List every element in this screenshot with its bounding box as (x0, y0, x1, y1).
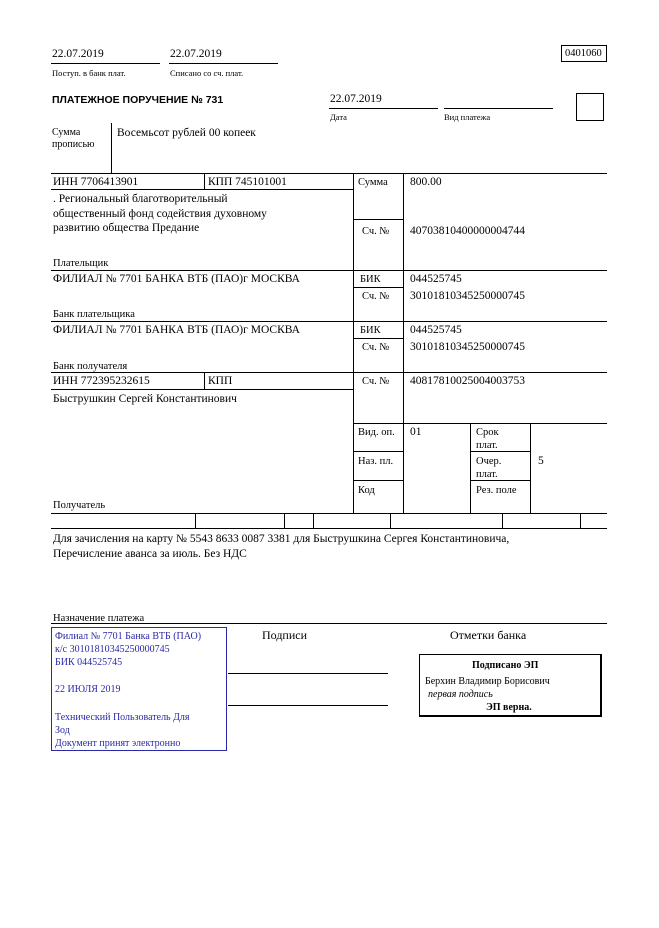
payee-account: 40817810025004003753 (410, 375, 525, 387)
grid-line (353, 287, 404, 288)
payer-kpp: КПП 745101001 (208, 176, 287, 188)
grid-line (51, 372, 607, 373)
label-amount: Сумма (358, 177, 388, 188)
grid-line (51, 173, 607, 174)
purpose-line: Перечисление аванса за июль. Без НДС (53, 548, 247, 560)
divider (51, 63, 160, 64)
label-payee-bank: Банк получателя (53, 361, 128, 372)
grid-line (51, 321, 607, 322)
payer-name-line: развитию общества Предание (53, 222, 200, 234)
label-signatures: Подписи (262, 628, 308, 642)
label-payee-account: Сч. № (362, 376, 390, 387)
label-amount-words-1: Сумма (52, 127, 81, 138)
signature-line (228, 673, 388, 674)
divider (329, 108, 438, 109)
order-date: 22.07.2019 (330, 93, 382, 105)
grid-line (353, 219, 404, 220)
date-received: 22.07.2019 (52, 48, 104, 60)
op-type: 01 (410, 426, 422, 438)
grid-line (403, 173, 404, 513)
label-term: плат. (476, 440, 498, 451)
label-payment-type: Вид платежа (444, 112, 491, 122)
label-payer-bank: Банк плательщика (53, 309, 135, 320)
grid-line (51, 270, 607, 271)
grid-line (353, 480, 404, 481)
stamp-line: Филиал № 7701 Банка ВТБ (ПАО) (55, 631, 202, 642)
stamp-date: 22 ИЮЛЯ 2019 (55, 684, 121, 695)
label-date: Дата (330, 112, 347, 122)
payee-bank-account: 30101810345250000745 (410, 341, 525, 353)
stamp-line: Зод (55, 725, 70, 736)
label-payer-bank-account: Сч. № (362, 291, 390, 302)
label-debited: Списано со сч. плат. (170, 68, 244, 78)
purpose-line: Для зачисления на карту № 5543 8633 0087 3381 для Быструшкина Сергея Константиновича, (53, 533, 510, 545)
payee-name: Быструшкин Сергей Константинович (53, 393, 237, 405)
signature-line (228, 705, 388, 706)
stamp-line: БИК 044525745 (55, 657, 123, 668)
grid-line (470, 423, 471, 513)
label-op-type: Вид. оп. (358, 427, 395, 438)
label-received: Поступ. в банк плат. (52, 68, 126, 78)
label-payee-bank-account: Сч. № (362, 342, 390, 353)
payer-name-line: . Региональный благотворительный (53, 193, 228, 205)
label-payer-bik: БИК (360, 274, 381, 285)
label-payer-account: Сч. № (362, 226, 390, 237)
payee-kpp: КПП (208, 375, 233, 387)
payer-bank-bik: 044525745 (410, 273, 462, 285)
label-payee: Получатель (53, 500, 106, 511)
e-signature-status: ЭП верна. (486, 702, 532, 713)
document-title: ПЛАТЕЖНОЕ ПОРУЧЕНИЕ № 731 (52, 94, 224, 106)
payer-name-line: общественный фонд содействия духовному (53, 208, 267, 220)
divider (169, 63, 278, 64)
status-box (576, 93, 604, 121)
grid-line (530, 423, 531, 513)
grid-line (51, 513, 607, 514)
grid-line (284, 513, 285, 528)
label-bank-marks: Отметки банка (450, 628, 527, 642)
payee-inn: ИНН 772395232615 (53, 375, 150, 387)
payee-bank-name: ФИЛИАЛ № 7701 БАНКА ВТБ (ПАО)г МОСКВА (53, 324, 300, 336)
form-code-box (561, 45, 607, 62)
priority-value: 5 (538, 455, 544, 467)
label-purpose: Назначение платежа (53, 613, 145, 624)
label-payer: Плательщик (53, 258, 109, 269)
label-payee-bik: БИК (360, 325, 381, 336)
bank-stamp (51, 627, 227, 751)
grid-line (195, 513, 196, 528)
label-code: Код (358, 485, 375, 496)
e-signature-title: Подписано ЭП (472, 660, 539, 671)
date-debited: 22.07.2019 (170, 48, 222, 60)
grid-line (313, 513, 314, 528)
grid-line (580, 513, 581, 528)
amount-words: Восемьсот рублей 00 копеек (117, 127, 256, 139)
grid-line (353, 173, 354, 513)
grid-line (204, 372, 205, 389)
grid-line (502, 513, 503, 528)
divider (111, 123, 112, 173)
grid-line (51, 389, 353, 390)
e-signature-role: первая подпись (428, 689, 493, 700)
label-amount-words-2: прописью (52, 139, 95, 150)
label-priority: плат. (476, 469, 498, 480)
grid-line (390, 513, 391, 528)
e-signature-box (419, 654, 602, 717)
grid-line (204, 173, 205, 189)
amount-value: 800.00 (410, 176, 442, 188)
label-term: Срок (476, 427, 499, 438)
e-signature-signer: Берхин Владимир Борисович (425, 676, 550, 687)
payer-bank-account: 30101810345250000745 (410, 290, 525, 302)
payee-bank-bik: 044525745 (410, 324, 462, 336)
grid-line (353, 451, 404, 452)
payer-bank-name: ФИЛИАЛ № 7701 БАНКА ВТБ (ПАО)г МОСКВА (53, 273, 300, 285)
label-priority: Очер. (476, 456, 502, 467)
stamp-line: к/с 30101810345250000745 (55, 644, 170, 655)
label-purpose-code: Наз. пл. (358, 456, 394, 467)
grid-line (353, 423, 607, 424)
stamp-line: Технический Пользователь Для (55, 712, 190, 723)
form-code: 0401060 (565, 48, 602, 59)
grid-line (353, 338, 404, 339)
payer-inn: ИНН 7706413901 (53, 176, 139, 188)
stamp-line: Документ принят электронно (55, 738, 181, 749)
payer-account: 40703810400000004744 (410, 225, 525, 237)
label-reserve: Рез. поле (476, 485, 517, 496)
grid-line (51, 528, 607, 529)
divider (444, 108, 553, 109)
grid-line (51, 189, 353, 190)
